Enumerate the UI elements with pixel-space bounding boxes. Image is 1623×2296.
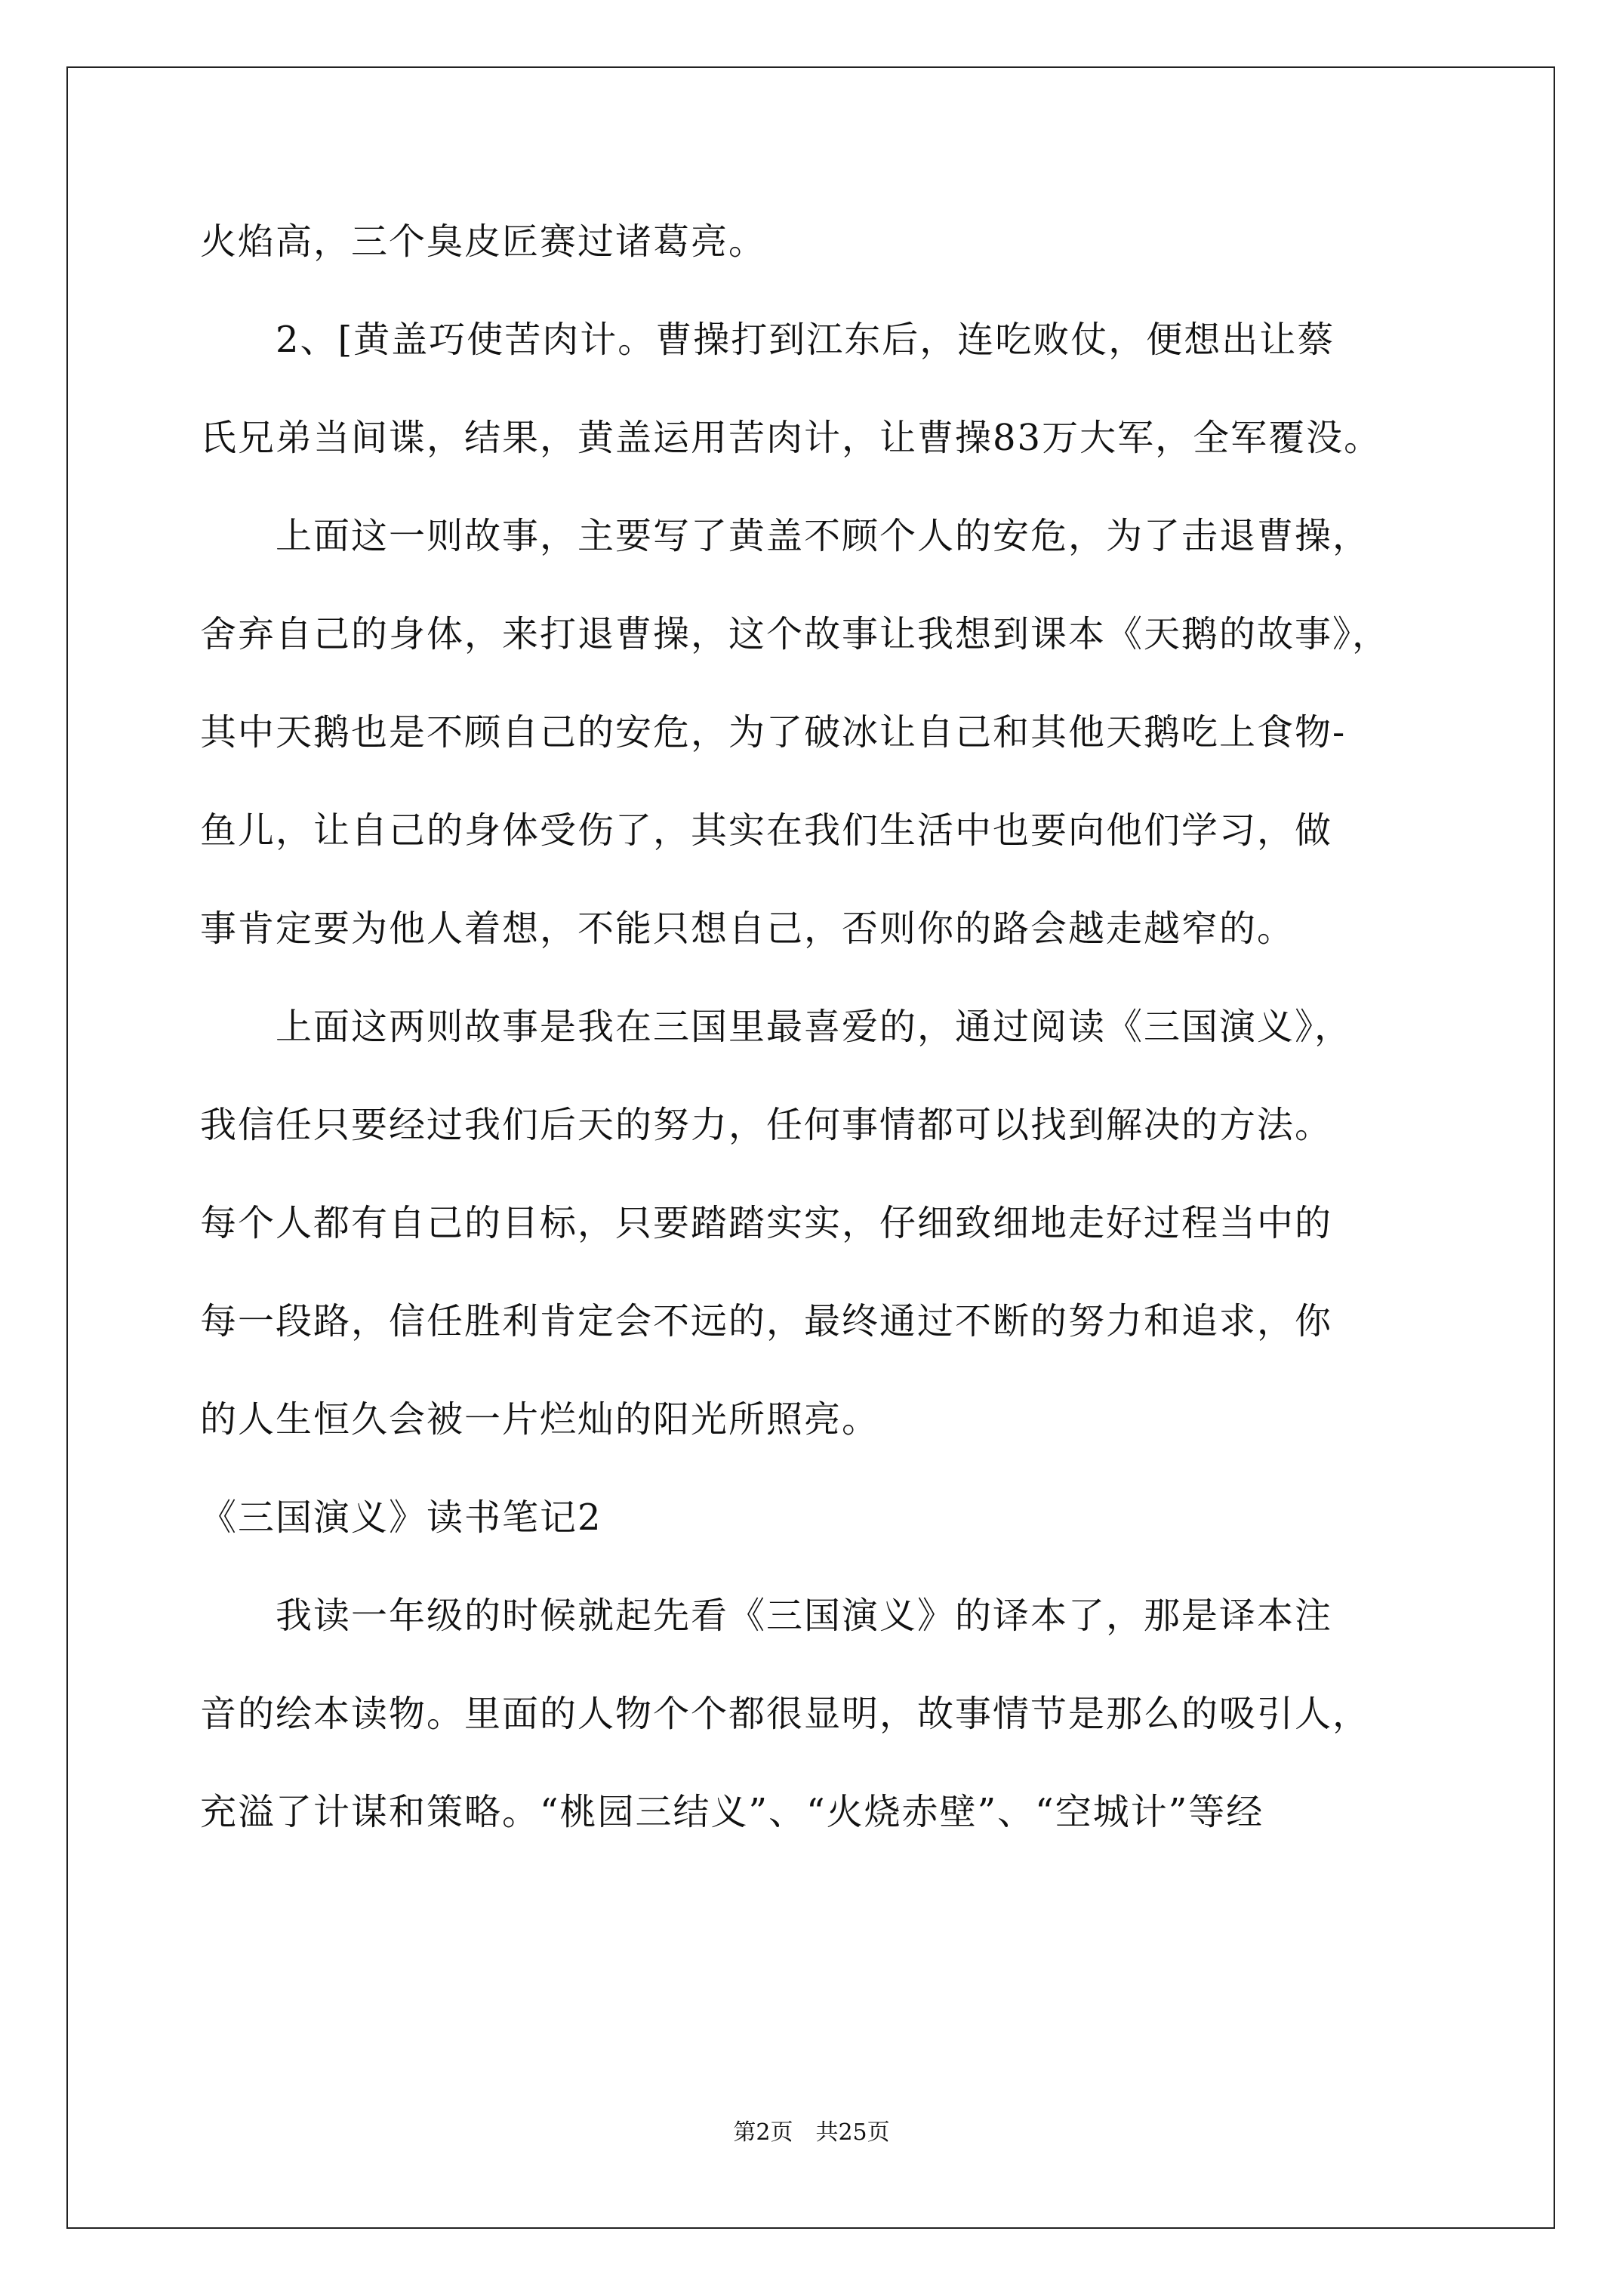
text-line: 鱼儿，让自己的身体受伤了，其实在我们生活中也要向他们学习，做 — [200, 809, 1333, 852]
section-heading: 《三国演义》读书笔记2 — [200, 1496, 602, 1539]
text-line: 其中天鹅也是不顾自己的安危，为了破冰让自己和其他天鹅吃上食物- — [200, 711, 1347, 754]
text-line: 我信任只要经过我们后天的努力，任何事情都可以找到解决的方法。 — [200, 1104, 1333, 1146]
text-line: 事肯定要为他人着想，不能只想自己，否则你的路会越走越窄的。 — [200, 908, 1295, 950]
text-line: 氏兄弟当间谍，结果，黄盖运用苦肉计，让曹操83万大军，全军覆没。 — [200, 417, 1382, 459]
text-line: 音的绘本读物。里面的人物个个都很显明，故事情节是那么的吸引人， — [200, 1693, 1371, 1735]
page-border — [66, 66, 1555, 2229]
text-line: 的人生恒久会被一片烂灿的阳光所照亮。 — [200, 1398, 880, 1441]
text-line: 我读一年级的时候就起先看《三国演义》的译本了，那是译本注 — [276, 1595, 1333, 1637]
page-footer: 第2页 共25页 — [733, 2119, 890, 2146]
text-line: 上面这一则故事，主要写了黄盖不顾个人的安危，为了击退曹操， — [276, 515, 1371, 557]
text-line: 每个人都有自己的目标，只要踏踏实实，仔细致细地走好过程当中的 — [200, 1202, 1333, 1244]
text-line: 每一段路，信任胜利肯定会不远的，最终通过不断的努力和追求，你 — [200, 1300, 1333, 1342]
text-line: 2、[黄盖巧使苦肉计。曹操打到江东后，连吃败仗，便想出让蔡 — [276, 319, 1335, 361]
text-line: 充溢了计谋和策略。“桃园三结义”、“火烧赤壁”、“空城计”等经 — [200, 1791, 1264, 1833]
text-line: 火焰高，三个臭皮匠赛过诸葛亮。 — [200, 220, 767, 263]
text-line: 舍弃自己的身体，来打退曹操，这个故事让我想到课本《天鹅的故事》， — [200, 613, 1390, 655]
text-line: 上面这两则故事是我在三国里最喜爱的，通过阅读《三国演义》， — [276, 1006, 1353, 1048]
